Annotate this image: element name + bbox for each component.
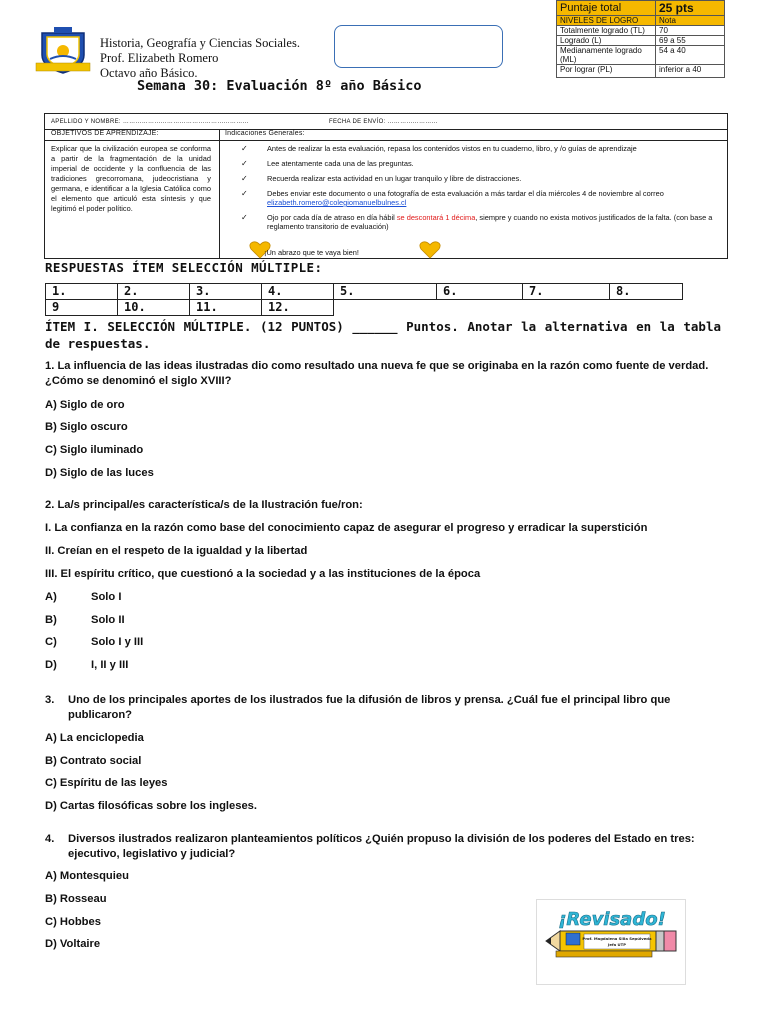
option[interactable]	[45, 636, 143, 648]
objective-text: Explicar que la civilización europea se conforma a partir de la fragmentación de la unidad imperial de occidente y la confluencia de las tradiciones grecorromana, judeocristiana y germana, e identificar a la Iglesia Católica como el elemento que articuló esta síntesis y que legitimó el poder político.	[51, 144, 211, 213]
answer-cell[interactable]: 10.	[118, 300, 190, 316]
question-1: 1. La influencia de las ideas ilustradas dio como resultado una nueva fe que se originaba en la razón como fuente de verdad. ¿Cómo se denominó el siglo XVIII?	[45, 360, 709, 387]
answer-cell[interactable]: 3.	[190, 284, 262, 300]
empty-cell	[523, 300, 610, 316]
option[interactable]: D) Voltaire	[45, 938, 101, 950]
indication-item	[241, 144, 725, 153]
question-4	[45, 832, 725, 862]
question-3	[45, 693, 725, 723]
section-headers	[45, 129, 727, 141]
option[interactable]	[45, 659, 128, 671]
email-link[interactable]: elizabeth.romero@colegiomanuelbulnes.cl	[267, 198, 407, 207]
level-label: Por lograr (PL)	[557, 65, 656, 78]
check-icon: ✓	[241, 159, 248, 168]
option-letter: A)	[45, 591, 57, 603]
indications-list	[241, 144, 725, 237]
option[interactable]: D) Cartas filosóficas sobre los ingleses.	[45, 800, 258, 812]
stamp-word: ¡Revisado!	[558, 909, 666, 930]
statement: II. Creían en el respeto de la igualdad y la libertad	[45, 545, 308, 557]
answers-table	[45, 283, 683, 316]
answer-cell[interactable]: 11.	[190, 300, 262, 316]
revisado-stamp	[536, 899, 686, 985]
stamp-line-1: Prof. Magdalena Silla Sepúlveda	[582, 936, 652, 941]
option[interactable]: C) Hobbes	[45, 916, 101, 928]
answer-cell[interactable]: 12.	[262, 300, 334, 316]
statement: I. La confianza en la razón como base del conocimiento capaz de asegurar el progreso y erradicar la superstición	[45, 522, 648, 534]
option[interactable]: A) Montesquieu	[45, 870, 129, 882]
school-line-subject: Historia, Geografía y Ciencias Sociales.	[100, 36, 300, 50]
indication-text: Ojo por cada día de atraso en día hábil	[267, 213, 397, 222]
empty-cell	[610, 300, 683, 316]
score-total-label: Puntaje total	[557, 1, 656, 16]
option-letter: D)	[45, 659, 57, 671]
date-field[interactable]: FECHA DE ENVÍO: ……………………	[329, 119, 438, 125]
option-text: I, II y III	[91, 659, 129, 671]
question-text: Uno de los principales aportes de los ilustrados fue la difusión de libros y prensa. ¿Cuál fue el principal libro que publicaron?	[68, 694, 671, 721]
answer-cell[interactable]: 9	[46, 300, 118, 316]
empty-cell	[437, 300, 523, 316]
level-value: 54 a 40	[656, 46, 725, 65]
hug-message: ¡Un abrazo que te vaya bien!	[264, 248, 359, 257]
option[interactable]: B) Siglo oscuro	[45, 421, 128, 433]
option-text: Solo I	[91, 591, 122, 603]
answer-cell[interactable]: 6.	[437, 284, 523, 300]
level-label: Totalmente logrado (TL)	[557, 26, 656, 36]
school-info	[100, 36, 300, 81]
check-icon: ✓	[241, 174, 248, 183]
indication-text: Debes enviar este documento o una fotografía de esta evaluación a más tardar el día miércoles 4 de noviembre al correo	[267, 189, 664, 198]
indication-item	[241, 174, 725, 183]
check-icon: ✓	[241, 144, 248, 153]
level-value: 70	[656, 26, 725, 36]
school-line-grade: Octavo año Básico.	[100, 66, 198, 80]
option-letter: B)	[45, 614, 57, 626]
indication-text: Antes de realizar la esta evaluación, repasa los contenidos vistos en tu cuaderno, libro, y /o guías de aprendizaje	[267, 144, 637, 153]
question-2: 2. La/s principal/es característica/s de la Ilustración fue/ron:	[45, 499, 363, 511]
option[interactable]: C) Espíritu de las leyes	[45, 777, 168, 789]
question-number: 4.	[45, 833, 55, 845]
option[interactable]: B) Contrato social	[45, 755, 142, 767]
question-text: Diversos ilustrados realizaron planteamientos políticos ¿Quién propuso la división de los poderes del Estado en tres: ejecutivo, legislativo y judicial?	[68, 833, 695, 860]
levels-value: Nota	[656, 16, 725, 26]
answer-cell[interactable]: 8.	[610, 284, 683, 300]
school-line-teacher: Prof. Elizabeth Romero	[100, 51, 219, 65]
option[interactable]: C) Siglo iluminado	[45, 444, 144, 456]
indications-header: Indicaciones Generales:	[225, 130, 305, 137]
item-title: ÍTEM I. SELECCIÓN MÚLTIPLE. (12 PUNTOS) ______ Puntos. Anotar la alternativa en la tabla de respuestas.	[45, 319, 721, 351]
answer-cell[interactable]: 4.	[262, 284, 334, 300]
column-divider	[219, 129, 220, 259]
option-letter: C)	[45, 636, 57, 648]
indication-item	[241, 159, 725, 168]
option[interactable]: B) Rosseau	[45, 893, 107, 905]
score-total-value: 25 pts	[656, 1, 725, 16]
level-value: inferior a 40	[656, 65, 725, 78]
answer-cell[interactable]: 2.	[118, 284, 190, 300]
level-label: Medianamente logrado (ML)	[557, 46, 656, 65]
option[interactable]	[45, 591, 121, 603]
answer-cell[interactable]: 7.	[523, 284, 610, 300]
option[interactable]	[45, 614, 125, 626]
stamp-line-2: Jefa UTP	[608, 942, 626, 947]
level-label: Logrado (L)	[557, 36, 656, 46]
option[interactable]: A) Siglo de oro	[45, 399, 125, 411]
check-icon: ✓	[241, 189, 248, 198]
statement: III. El espíritu crítico, que cuestionó a la sociedad y a las instituciones de la época	[45, 568, 481, 580]
option[interactable]: A) La enciclopedia	[45, 732, 144, 744]
page-title: Semana 30: Evaluación 8º año Básico	[137, 78, 422, 94]
answer-cell[interactable]: 5.	[334, 284, 437, 300]
empty-cell	[334, 300, 437, 316]
option-text: Solo I y III	[91, 636, 144, 648]
option[interactable]: D) Siglo de las luces	[45, 467, 154, 479]
indication-item	[241, 189, 725, 207]
check-icon: ✓	[241, 213, 248, 222]
info-box	[44, 113, 728, 259]
penalty-text: se descontará 1 décima	[396, 213, 476, 222]
levels-label: NIVELES DE LOGRO	[557, 16, 656, 26]
option-text: Solo II	[91, 614, 125, 626]
heart-icon	[419, 241, 441, 259]
answers-title: RESPUESTAS ÍTEM SELECCIÓN MÚLTIPLE:	[45, 260, 323, 275]
score-table	[556, 0, 725, 78]
level-value: 69 a 55	[656, 36, 725, 46]
indication-item	[241, 213, 725, 231]
indication-text: Recuerda realizar esta actividad en un lugar tranquilo y libre de distracciones.	[267, 174, 522, 183]
question-number: 3.	[45, 694, 55, 706]
name-field[interactable]: APELLIDO Y NOMBRE: ……………………………………………………	[51, 119, 249, 125]
indication-text: , siempre y cuando no exista motivos justificados de la falta. (con base a reglamento transitorio de evaluación)	[267, 213, 713, 231]
school-logo	[34, 25, 92, 75]
student-row	[45, 114, 727, 130]
indication-text: Lee atentamente cada una de las preguntas.	[267, 159, 414, 168]
answer-cell[interactable]: 1.	[46, 284, 118, 300]
objectives-header: OBJETIVOS DE APRENDIZAJE:	[51, 130, 159, 137]
blank-name-box[interactable]	[334, 25, 503, 68]
